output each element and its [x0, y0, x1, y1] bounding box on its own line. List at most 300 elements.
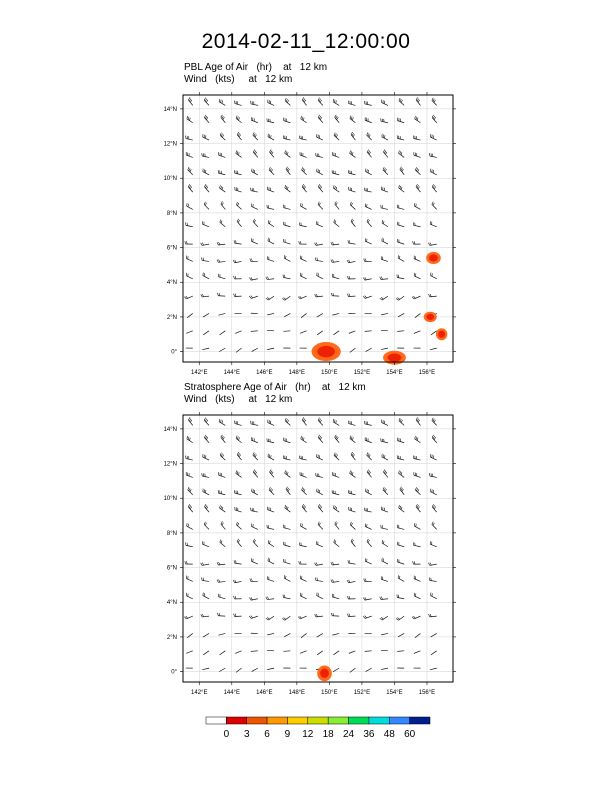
wind-barb [432, 418, 437, 426]
wind-barb [201, 563, 209, 566]
lon-tick-label: 152°E [353, 690, 371, 696]
wind-barb [431, 331, 437, 335]
wind-barb [380, 597, 388, 600]
wind-barb [251, 203, 257, 209]
wind-barb [186, 472, 193, 477]
wind-barb [252, 668, 258, 671]
wind-barb [217, 259, 225, 262]
wind-barb [381, 118, 388, 122]
colorbar-label: 0 [223, 729, 230, 740]
wind-barb [334, 133, 339, 141]
wind-barb [349, 331, 356, 334]
wind-barb [235, 507, 242, 512]
wind-barb [333, 668, 339, 672]
wind-barb [219, 99, 225, 106]
wind-barb [364, 508, 371, 512]
lat-tick-label: 8°N [166, 530, 177, 537]
wind-barb [333, 651, 339, 655]
wind-barb [221, 115, 225, 123]
wind-barb [366, 348, 372, 351]
lon-tick-label: 148°E [288, 370, 306, 376]
wind-barb [414, 203, 420, 209]
wind-barb [233, 580, 241, 583]
wind-barb [302, 504, 306, 512]
wind-barb [383, 487, 388, 495]
wind-barb [398, 575, 404, 581]
wind-barb [237, 219, 241, 227]
wind-barb [333, 99, 339, 105]
age-of-air-patch [436, 328, 447, 340]
wind-barb [399, 418, 404, 425]
wind-barb [317, 489, 323, 495]
wind-barb [251, 558, 257, 564]
wind-barb [237, 452, 241, 460]
wind-barb [367, 470, 372, 478]
wind-barb [201, 243, 209, 246]
wind-barb [430, 454, 436, 460]
wind-barb [267, 313, 274, 314]
wind-barb [299, 542, 306, 546]
wind-barb [432, 435, 437, 443]
wind-barb [267, 633, 274, 634]
wind-barb [300, 256, 306, 262]
wind-barb [335, 201, 339, 209]
wind-barb [253, 452, 258, 460]
wind-barb [347, 260, 355, 263]
wind-barb [364, 579, 372, 582]
lat-tick-label: 6°N [166, 565, 177, 572]
lat-tick-label: 8°N [166, 210, 177, 217]
wind-barb [348, 421, 355, 426]
wind-barb [219, 668, 225, 672]
wind-barb [414, 152, 421, 157]
wind-barb [285, 98, 290, 105]
colorbar-label: 48 [383, 729, 395, 740]
wind-barb [397, 205, 404, 210]
wind-barb [283, 331, 290, 332]
wind-barb [334, 540, 339, 547]
wind-barb [412, 296, 420, 299]
wind-barb [267, 256, 274, 261]
wind-barb [186, 273, 192, 279]
lon-tick-label: 150°E [321, 690, 338, 696]
wind-barb [380, 616, 388, 620]
wind-barb [285, 505, 291, 512]
wind-barb [416, 504, 420, 512]
wind-barb [302, 167, 307, 175]
wind-barb [431, 651, 437, 655]
wind-barb [380, 296, 388, 300]
colorbar [206, 717, 430, 740]
wind-barb [285, 150, 291, 157]
wind-barb [268, 238, 274, 244]
wind-barb [301, 523, 307, 529]
wind-barb [383, 150, 388, 158]
panel2-title-line2: Wind (kts) at 12 km [184, 394, 293, 405]
wind-barb [317, 633, 323, 637]
wind-barb [301, 436, 307, 443]
wind-barb [332, 313, 339, 315]
wind-barb [283, 275, 290, 279]
wind-barb [186, 256, 192, 262]
lon-tick-label: 144°E [223, 690, 241, 696]
wind-barb [235, 421, 242, 426]
lat-tick-label: 4°N [166, 280, 177, 287]
wind-barb [201, 614, 209, 617]
wind-barb [315, 294, 323, 297]
wind-barb [186, 593, 192, 599]
lon-tick-label: 142°E [191, 690, 208, 696]
wind-barb [249, 296, 257, 299]
wind-barb [383, 167, 388, 175]
wind-barb [432, 202, 437, 210]
wind-barb [283, 595, 290, 599]
lon-tick-label: 146°E [256, 370, 273, 376]
wind-barb [253, 470, 258, 478]
wind-barb [349, 187, 356, 192]
wind-barb [400, 167, 404, 175]
wind-barb [397, 651, 404, 652]
wind-barb [236, 436, 241, 443]
wind-barb [234, 240, 241, 244]
wind-barb [219, 313, 226, 315]
wind-barb [316, 541, 323, 547]
wind-barb [220, 220, 225, 227]
wind-barb [301, 116, 307, 123]
wind-barb [412, 241, 420, 244]
wind-barb [220, 540, 225, 547]
wind-barb [381, 348, 388, 349]
wind-barb [381, 668, 388, 669]
wind-barb [381, 313, 388, 314]
wind-barb [317, 593, 323, 599]
wind-barb [249, 597, 257, 600]
wind-barb [348, 101, 355, 106]
wind-barb [300, 651, 307, 654]
wind-barb [187, 203, 193, 209]
wind-barb [347, 614, 355, 617]
wind-barb [397, 118, 404, 123]
wind-barb [300, 331, 307, 334]
wind-barb [220, 651, 226, 655]
wind-barb [202, 577, 209, 581]
wind-barb [202, 668, 209, 670]
wind-barb [218, 594, 225, 599]
wind-barb [301, 203, 307, 209]
wind-barb [397, 331, 404, 332]
wind-barb [331, 259, 339, 262]
wind-barb [298, 296, 306, 299]
colorbar-label: 3 [243, 729, 250, 740]
wind-barb [367, 132, 372, 140]
wind-barb [382, 100, 388, 106]
wind-barb [415, 116, 421, 123]
wind-barb [251, 437, 258, 443]
wind-barb [267, 576, 274, 581]
colorbar-label: 18 [322, 729, 334, 740]
wind-barb [249, 277, 257, 280]
wind-barb [349, 651, 356, 654]
wind-barb [203, 273, 209, 279]
wind-barb [302, 487, 307, 495]
wind-barb [381, 256, 388, 261]
wind-barb [318, 435, 323, 443]
wind-barb [203, 454, 209, 460]
wind-barb [300, 576, 306, 582]
wind-barb [381, 187, 388, 192]
wind-barb [331, 242, 339, 245]
stratosphere-age-map [164, 412, 456, 696]
wind-barb [332, 274, 339, 279]
wind-barb [413, 222, 420, 226]
wind-barb [414, 472, 421, 477]
wind-barb [318, 522, 323, 530]
wind-barb [217, 293, 225, 296]
wind-barb [350, 522, 355, 529]
wind-barb [365, 489, 371, 495]
wind-barb [397, 525, 404, 530]
wind-barb [202, 153, 209, 157]
wind-barb [430, 169, 436, 175]
wind-barb [235, 331, 241, 334]
wind-barb [333, 152, 340, 157]
wind-barb [234, 170, 241, 175]
wind-barb [234, 276, 242, 279]
wind-barb [397, 275, 404, 279]
wind-barb [347, 580, 355, 583]
wind-barb [382, 420, 388, 426]
wind-barb [253, 219, 258, 227]
wind-barb [201, 294, 209, 297]
wind-barb [217, 562, 225, 565]
wind-barb [431, 633, 437, 637]
wind-barb [317, 273, 323, 279]
wind-barb [186, 136, 193, 141]
wind-barb [283, 525, 290, 530]
wind-barb [284, 313, 290, 316]
wind-barb [204, 522, 209, 530]
wind-barb [335, 115, 339, 123]
wind-barb [282, 616, 290, 620]
wind-barb [184, 616, 192, 619]
wind-barb [203, 134, 209, 140]
lon-tick-label: 146°E [256, 690, 273, 696]
wind-barb [221, 435, 225, 443]
wind-barb [202, 348, 209, 350]
wind-barb [236, 470, 242, 477]
wind-barb [429, 578, 437, 582]
lat-tick-label: 14°N [163, 426, 177, 433]
wind-barb [365, 238, 371, 244]
wind-barb [220, 331, 226, 335]
wind-barb [269, 487, 274, 495]
wind-barb [217, 579, 225, 582]
wind-barb [235, 651, 241, 654]
wind-barb [351, 219, 355, 227]
wind-barb [283, 135, 290, 140]
wind-barb [348, 170, 355, 175]
wind-barb [413, 542, 420, 546]
wind-barb [217, 613, 225, 616]
wind-barb [398, 633, 404, 636]
wind-barb [334, 220, 339, 227]
wind-barb [331, 579, 339, 582]
lat-tick-label: 2°N [166, 634, 177, 641]
wind-barb [218, 170, 225, 175]
wind-barb [251, 238, 257, 244]
wind-barb [397, 222, 404, 227]
wind-barb [381, 633, 388, 634]
wind-barb [299, 561, 307, 564]
lat-tick-label: 12°N [163, 461, 177, 468]
wind-barb [428, 243, 436, 246]
wind-barb [284, 438, 291, 443]
wind-barb [365, 558, 371, 564]
wind-barb [365, 437, 372, 442]
lat-tick-label: 6°N [166, 245, 177, 252]
colorbar-swatch [226, 717, 246, 724]
wind-barb [218, 274, 225, 279]
wind-barb [397, 438, 404, 443]
colorbar-swatch [267, 717, 287, 724]
wind-barb [251, 188, 258, 192]
wind-barb [351, 539, 355, 547]
wind-barb [220, 185, 226, 192]
wind-barb [267, 348, 274, 349]
wind-barb [202, 473, 209, 477]
wind-barb [236, 522, 241, 529]
wind-barb [299, 241, 307, 244]
wind-barb [233, 614, 241, 617]
colorbar-label: 36 [363, 729, 375, 740]
wind-barb [317, 134, 323, 140]
wind-barb [331, 562, 339, 565]
lat-tick-label: 4°N [166, 600, 177, 607]
wind-barb [300, 593, 306, 599]
wind-barb [204, 504, 209, 512]
wind-barb [251, 651, 258, 652]
wind-barb [184, 296, 192, 299]
wind-barb [186, 456, 193, 461]
lon-tick-label: 152°E [353, 370, 371, 376]
wind-barb [333, 505, 339, 512]
wind-barb [349, 507, 356, 512]
wind-barb [412, 616, 420, 619]
wind-barb [251, 101, 258, 105]
wind-barb [396, 296, 404, 300]
wind-barb [430, 221, 436, 227]
wind-barb [187, 116, 193, 123]
wind-barb [333, 472, 340, 477]
wind-barb [188, 97, 192, 105]
wind-barb [413, 456, 420, 461]
wind-barb [431, 273, 437, 279]
wind-barb [253, 539, 258, 547]
wind-barb [431, 593, 437, 599]
wind-barb [318, 115, 323, 123]
wind-barb [399, 185, 405, 192]
main-title: 2014-02-11_12:00:00 [201, 30, 411, 53]
wind-barb [188, 184, 193, 192]
lat-tick-label: 12°N [163, 141, 177, 148]
lon-tick-label: 154°E [386, 370, 403, 376]
lon-tick-label: 150°E [321, 370, 338, 376]
wind-barb [268, 540, 274, 547]
wind-barb [415, 487, 420, 495]
wind-barb [366, 668, 372, 671]
wind-barb [204, 115, 209, 123]
wind-barb [188, 417, 192, 425]
wind-barb [382, 238, 388, 244]
wind-barb [414, 593, 420, 599]
wind-barb [380, 277, 388, 280]
wind-barb [236, 116, 241, 123]
colorbar-label: 12 [302, 729, 314, 740]
wind-barb [381, 525, 388, 529]
wind-barb [284, 222, 291, 227]
wind-barb [203, 541, 210, 547]
wind-barb [315, 614, 323, 617]
colorbar-swatch [389, 717, 409, 724]
wind-barb [284, 542, 291, 547]
wind-barb [234, 560, 241, 564]
wind-barb [251, 331, 258, 332]
wind-barb [270, 469, 275, 477]
wind-barb [268, 100, 274, 106]
wind-barb [414, 523, 420, 529]
wind-barb [430, 348, 437, 350]
wind-barb [399, 505, 405, 512]
wind-barb [412, 561, 420, 564]
wind-barb [382, 558, 388, 564]
wind-barb [351, 132, 355, 140]
wind-barb [217, 242, 225, 245]
wind-barb [221, 201, 225, 209]
wind-barb [286, 487, 290, 495]
wind-barb [348, 240, 355, 244]
wind-barb [188, 504, 193, 512]
wind-barb [432, 184, 437, 192]
wind-barb [432, 115, 437, 123]
wind-barb [236, 150, 242, 157]
wind-barb [268, 558, 274, 564]
wind-barb [397, 135, 404, 140]
wind-barb [268, 454, 274, 460]
wind-barb [285, 185, 291, 192]
wind-barb [416, 97, 420, 105]
wind-barb [266, 296, 274, 300]
wind-barb [397, 595, 404, 599]
wind-barb [414, 256, 420, 262]
wind-barb [318, 202, 323, 210]
wind-barb [318, 98, 323, 106]
wind-barb [253, 150, 258, 158]
wind-barb [315, 578, 322, 582]
wind-barb [333, 419, 339, 425]
wind-barb [429, 614, 437, 617]
wind-barb [331, 293, 339, 296]
wind-barb [219, 419, 225, 426]
wind-barb [334, 453, 339, 461]
wind-barb [332, 633, 339, 635]
wind-barb [219, 152, 226, 157]
wind-barb [317, 313, 323, 317]
wind-barb [233, 260, 241, 263]
colorbar-swatch [206, 717, 226, 724]
wind-barb [317, 651, 323, 655]
wind-barb [316, 153, 323, 157]
wind-barb [203, 169, 209, 175]
